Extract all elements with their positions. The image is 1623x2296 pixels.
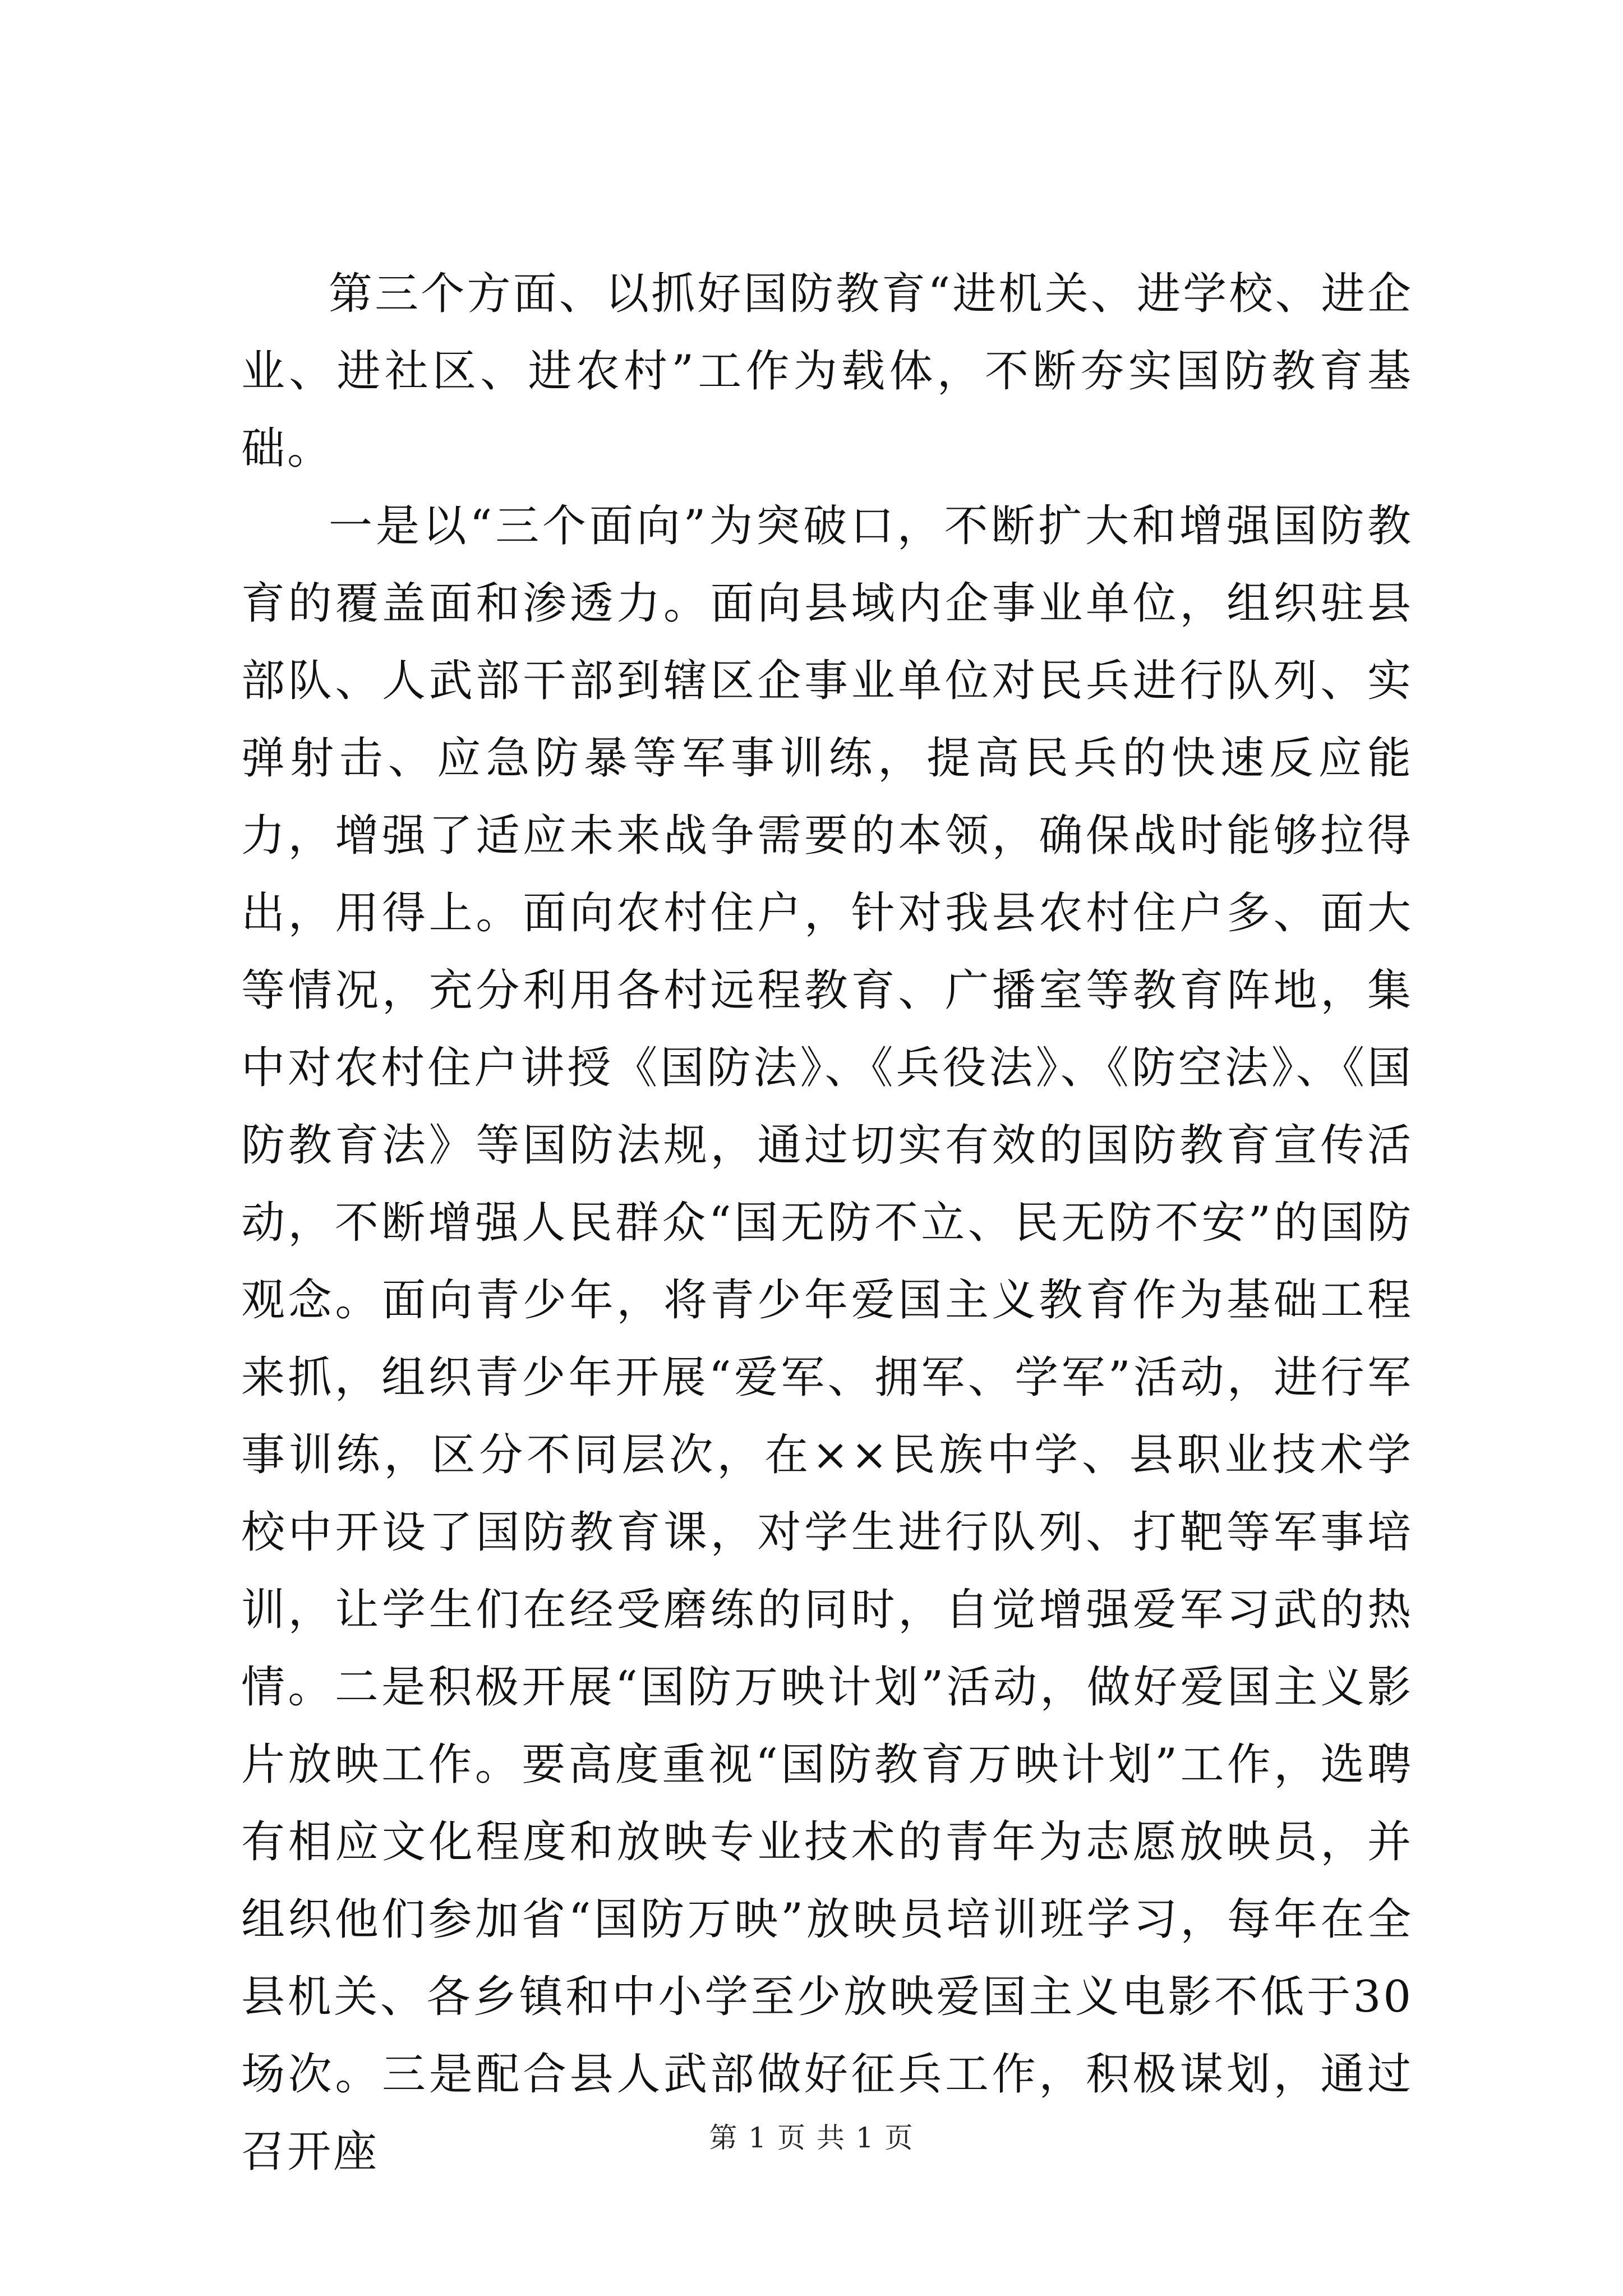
page-footer: 第 1 页 共 1 页 — [709, 2122, 914, 2154]
paragraph-body: 一是以“三个面向”为突破口，不断扩大和增强国防教育的覆盖面和渗透力。面向县域内企事业单位，组织驻县部队、人武部干部到辖区企事业单位对民兵进行队列、实弹射击、应急防暴等军事训练，提高民兵的快速反应能力，增强了适应未来战争需要的本领，确保战时能够拉得出，用得上。面向农村住户，针对我县农村住户多、面大等情况，充分利用各村远程教育、广播室等教育阵地，集中对农村住户讲授《国防法》、《兵役法》、《防空法》、《国防教育法》等国防法规，通过切实有效的国防教育宣传活动，不断增强人民群众“国无防不立、民无防不安”的国防观念。面向青少年，将青少年爱国主义教育作为基础工程来抓，组织青少年开展“爱军、拥军、学军”活动，进行军事训练，区分不同层次，在××民族中学、县职业技术学校中开设了国防教育课，对学生进行队列、打靶等军事培训，让学生们在经受磨练的同时，自觉增强爱军习武的热情。二是积极开展“国防万映计划”活动，做好爱国主义影片放映工作。要高度重视“国防教育万映计划”工作，选聘有相应文化程度和放映专业技术的青年为志愿放映员，并组织他们参加省“国防万映”放映员培训班学习，每年在全县机关、各乡镇和中小学至少放映爱国主义电影不低于30场次。三是配合县人武部做好征兵工作，积极谋划，通过召开座 — [241, 501, 1413, 2177]
document-body — [241, 255, 1413, 2191]
paragraph-section-heading: 第三个方面、以抓好国防教育“进机关、进学校、进企业、进社区、进农村”工作为载体，不断夯实国防教育基础。 — [241, 269, 1413, 474]
